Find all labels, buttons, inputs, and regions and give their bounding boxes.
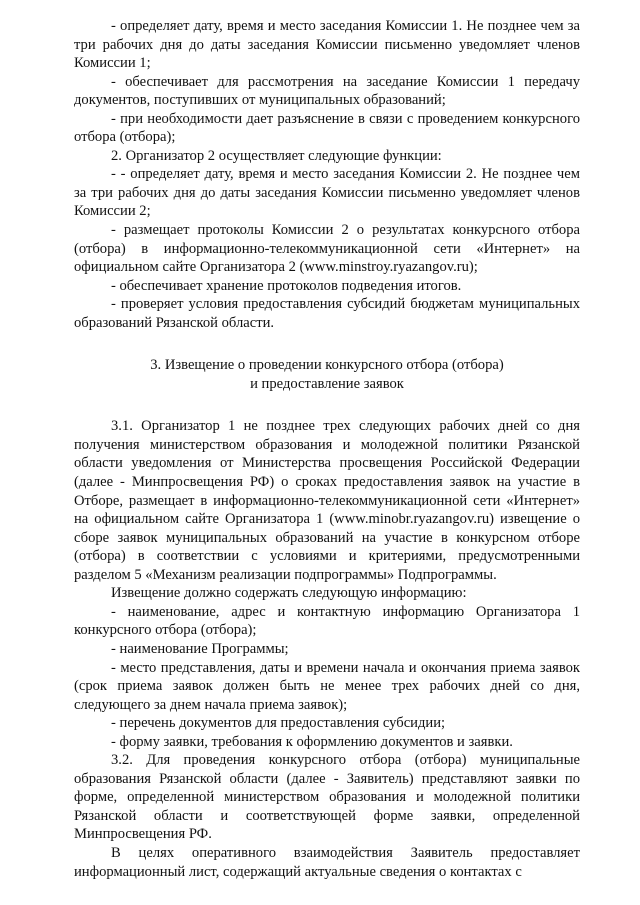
paragraph: - определяет дату, время и место заседания Комиссии 1. Не позднее чем за три рабочих дня до даты заседания Комиссии письменно уведомляет членов Комиссии 1; xyxy=(74,18,580,72)
paragraph: - размещает протоколы Комиссии 2 о результатах конкурсного отбора (отбора) в информационно-телекоммуникационной сети «Интернет» на официальном сайте Организатора 2 (www.minstroy.ryazangov.ru); xyxy=(74,222,580,276)
paragraph: 2. Организатор 2 осуществляет следующие функции: xyxy=(111,147,442,164)
paragraph: - обеспечивает хранение протоколов подведения итогов. xyxy=(111,277,462,294)
paragraph: - место представления, даты и времени начала и окончания приема заявок (срок приема заявок должен быть не менее трех рабочих дней со дня, следующего за днем начала приема заявок); xyxy=(74,659,580,713)
paragraph: Извещение должно содержать следующую информацию: xyxy=(111,585,467,602)
section-heading-line-2: и предоставление заявок xyxy=(250,375,404,392)
paragraph: - обеспечивает для рассмотрения на заседание Комиссии 1 передачу документов, поступивших от муниципальных образований; xyxy=(74,73,580,109)
paragraph: - форму заявки, требования к оформлению документов и заявки. xyxy=(111,733,513,750)
paragraph: - наименование Программы; xyxy=(111,640,289,657)
paragraph: В целях оперативного взаимодействия Заявитель предоставляет информационный лист, содержащий актуальные сведения о контактах с xyxy=(74,844,580,880)
paragraph: - наименование, адрес и контактную информацию Организатора 1 конкурсного отбора (отбора); xyxy=(74,603,580,639)
section-heading xyxy=(74,356,580,393)
paragraph: - при необходимости дает разъяснение в связи с проведением конкурсного отбора (отбора); xyxy=(74,110,580,146)
paragraph: - перечень документов для предоставления субсидии; xyxy=(111,715,446,732)
paragraph: 3.2. Для проведения конкурсного отбора (отбора) муниципальные образования Рязанской области (далее - Заявитель) представляют заявки по форме, определенной министерством образования и молодежной политики Рязанской области и соответствующей форме заявки, определенной Минпросвещения РФ. xyxy=(74,752,580,843)
paragraph: - - определяет дату, время и место заседания Комиссии 2. Не позднее чем за три рабочих дня до даты заседания Комиссии письменно уведомляет членов Комиссии 2; xyxy=(74,166,580,220)
paragraph: - проверяет условия предоставления субсидий бюджетам муниципальных образований Рязанской области. xyxy=(74,296,580,331)
section-heading-line-1: 3. Извещение о проведении конкурсного отбора (отбора) xyxy=(150,357,504,374)
paragraph: 3.1. Организатор 1 не позднее трех следующих рабочих дней со дня получения министерством образования и молодежной политики Рязанской области уведомления от Министерства просвещения Российской Федерации (далее - Минпросвещения РФ) о сроках предоставления заявок на участие в Отборе, размещает в информационно-телекоммуникационной сети «Интернет» на официальном сайте Организатора 1 (www.minobr.ryazangov.ru) извещение о сборе заявок муниципальных образований на участие в конкурсном отборе (отбора) в соответствии с условиями и критериями, предусмотренными разделом 5 «Механизм реализации подпрограммы» Подпрограммы. xyxy=(74,418,580,583)
